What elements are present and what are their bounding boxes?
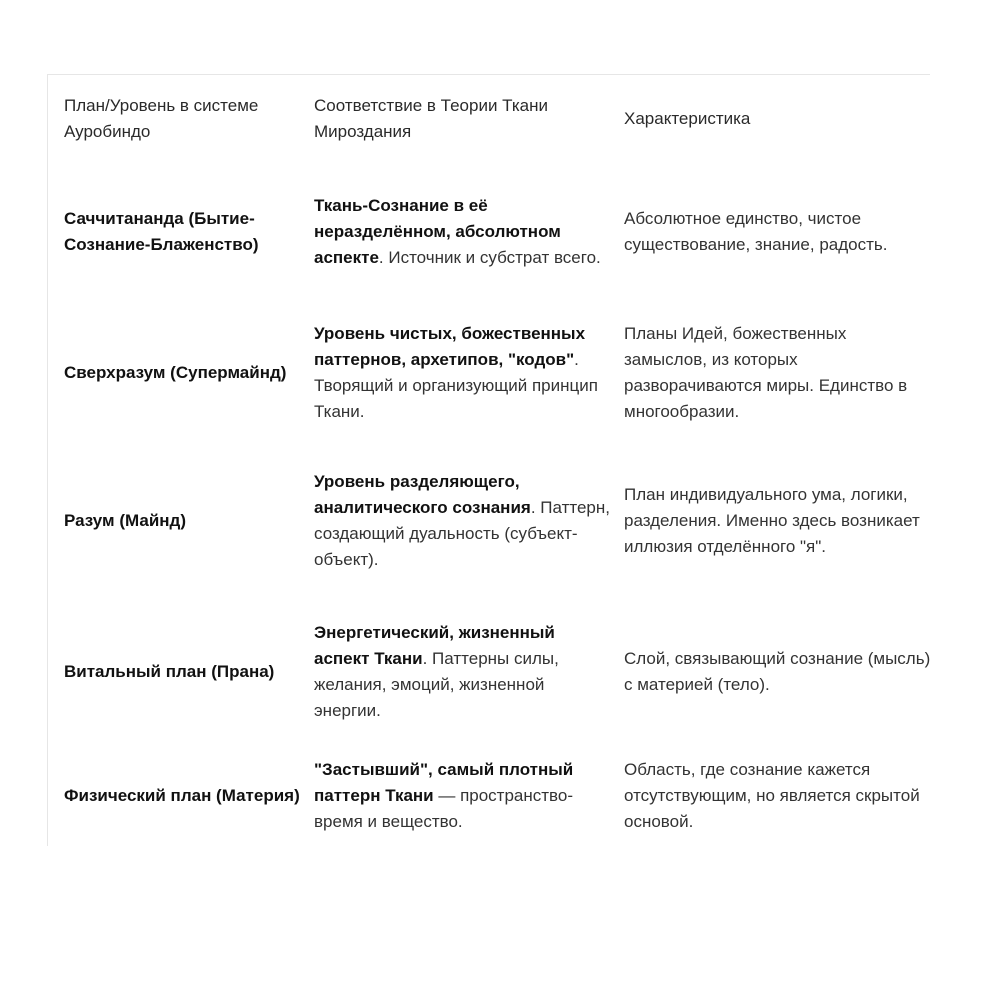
characteristic-cell: План индивидуального ума, логики, разделения. Именно здесь возникает иллюзия отделённого "я".: [624, 485, 920, 556]
plan-cell: [64, 206, 304, 258]
correspondence-cell: [314, 321, 614, 425]
header-plan: План/Уровень в системе Ауробиндо: [64, 96, 259, 141]
correspondence-cell: [314, 620, 614, 724]
plan-name: Саччитананда (Бытие-Сознание-Блаженство): [64, 209, 259, 254]
correspondence-cell: [314, 469, 614, 573]
plan-cell: [64, 783, 304, 809]
header-correspondence: Соответствие в Теории Ткани Мироздания: [314, 96, 548, 141]
correspondence-bold: Уровень разделяющего, аналитического сознания: [314, 472, 531, 517]
correspondence-text: . Творящий и организующий принцип Ткани.: [314, 350, 598, 421]
table-row: [48, 620, 931, 724]
table-header-row: [48, 93, 931, 145]
plan-name: Физический план (Материя): [64, 786, 300, 805]
correspondence-bold: Энергетический, жизненный аспект Ткани: [314, 623, 555, 668]
header-characteristic: Характеристика: [624, 109, 751, 128]
table-row: [48, 469, 931, 573]
characteristic-cell: Абсолютное единство, чистое существование, знание, радость.: [624, 209, 888, 254]
plan-cell: [64, 659, 304, 685]
correspondence-text: . Паттерны силы, желания, эмоций, жизненной энергии.: [314, 649, 559, 720]
characteristic-cell: Планы Идей, божественных замыслов, из которых разворачиваются миры. Единство в многообразии.: [624, 324, 908, 421]
plan-name: Витальный план (Прана): [64, 662, 275, 681]
plan-cell: [64, 508, 304, 534]
plan-name: Разум (Майнд): [64, 511, 186, 530]
table-row: [48, 193, 931, 271]
characteristic-cell: Слой, связывающий сознание (мысль) с материей (тело).: [624, 649, 931, 694]
characteristic-cell: Область, где сознание кажется отсутствующим, но является скрытой основой.: [624, 760, 920, 831]
table-frame: [47, 74, 930, 846]
correspondence-text: . Источник и субстрат всего.: [378, 248, 601, 267]
plan-name: Сверхразум (Супермайнд): [64, 363, 287, 382]
table-row: [48, 321, 931, 425]
correspondence-cell: [314, 193, 614, 271]
correspondence-text: — пространство-время и вещество.: [314, 786, 574, 831]
table-row: [48, 757, 931, 835]
plan-cell: [64, 360, 304, 386]
correspondence-bold: Уровень чистых, божественных паттернов, архетипов, "кодов": [314, 324, 586, 369]
correspondence-bold: "Застывший", самый плотный паттерн Ткани: [314, 760, 574, 805]
correspondence-cell: [314, 757, 614, 835]
correspondence-bold: Ткань-Сознание в её неразделённом, абсолютном аспекте: [314, 196, 561, 267]
correspondence-text: . Паттерн, создающий дуальность (субъект-объект).: [314, 498, 610, 569]
